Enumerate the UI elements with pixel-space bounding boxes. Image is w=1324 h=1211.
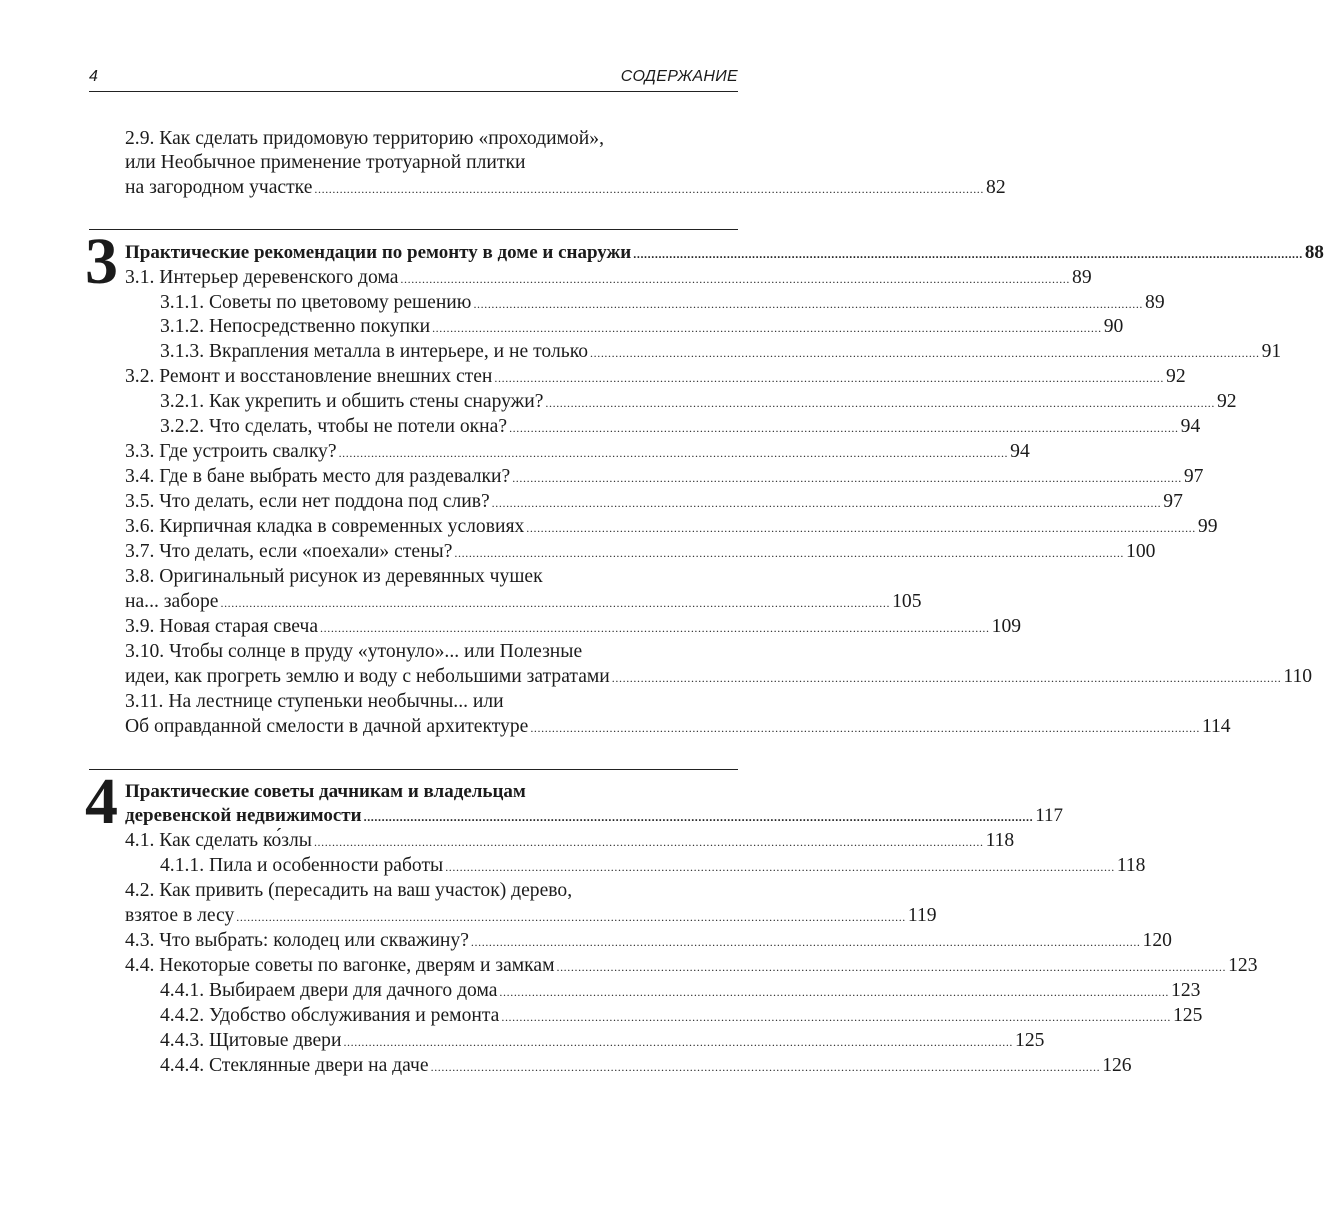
toc-page-number: 125 bbox=[1015, 1030, 1045, 1051]
toc-entry-text: 3.1.1. Советы по цветовому решению bbox=[160, 292, 472, 313]
toc-page-number: 92 bbox=[1217, 391, 1237, 412]
toc-entry-3-3[interactable] bbox=[125, 440, 1030, 464]
toc-page-number: 118 bbox=[1116, 855, 1146, 876]
toc-entry-4-2-line1: 4.2. Как привить (пересадить на ваш участок) дерево, bbox=[125, 880, 573, 901]
toc-entry-3-2-2[interactable] bbox=[160, 415, 1201, 439]
toc-page-number: 119 bbox=[907, 905, 937, 926]
toc-entry-4-4[interactable] bbox=[125, 954, 1258, 978]
toc-entry-3-1-1[interactable] bbox=[160, 291, 1165, 315]
toc-page-number: 90 bbox=[1103, 316, 1124, 337]
toc-entry-4-3[interactable] bbox=[125, 929, 1172, 953]
dot-leader: .......................................................................................................................................................................................... bbox=[526, 521, 1196, 535]
toc-entry-text: 4.4.2. Удобство обслуживания и ремонта bbox=[160, 1005, 500, 1026]
dot-leader: .......................................................................................................................................................................................... bbox=[499, 985, 1170, 999]
toc-entry-text: 3.9. Новая старая свеча bbox=[125, 616, 319, 637]
toc-page-number: 118 bbox=[985, 830, 1015, 851]
toc-entry-3-10-line1: 3.10. Чтобы солнце в пруду «утонуло»... или Полезные bbox=[125, 641, 583, 662]
toc-entry-text: на... заборе bbox=[125, 591, 219, 612]
toc-entry-3-11-line2[interactable] bbox=[125, 715, 1231, 739]
toc-entry-4-4-4[interactable] bbox=[160, 1054, 1132, 1078]
header-rule bbox=[89, 91, 738, 92]
toc-page-number: 110 bbox=[1283, 666, 1313, 687]
toc-entry-text: 3.7. Что делать, если «поехали» стены? bbox=[125, 541, 453, 562]
toc-entry-text: 4.3. Что выбрать: колодец или скважину? bbox=[125, 930, 469, 951]
toc-entry-3-9[interactable] bbox=[125, 615, 1022, 639]
toc-page-number: 126 bbox=[1102, 1055, 1132, 1076]
toc-page-number: 114 bbox=[1201, 716, 1231, 737]
chapter-4-title-line1: Практические советы дачникам и владельцам bbox=[125, 781, 526, 802]
toc-entry-4-2-line2[interactable] bbox=[125, 904, 937, 928]
toc-entry-3-8-line2[interactable] bbox=[125, 590, 922, 614]
dot-leader: .......................................................................................................................................................................................... bbox=[530, 721, 1200, 735]
toc-entry-text: 4.4.1. Выбираем двери для дачного дома bbox=[160, 980, 498, 1001]
toc-entry-3-8-line1: 3.8. Оригинальный рисунок из деревянных чушек bbox=[125, 566, 543, 587]
toc-entry-text: 3.2.2. Что сделать, чтобы не потели окна? bbox=[160, 416, 508, 437]
toc-page-number: 92 bbox=[1166, 366, 1186, 387]
toc-page-number: 97 bbox=[1163, 491, 1183, 512]
toc-entry-text: деревенской недвижимости bbox=[125, 805, 362, 826]
dot-leader: .......................................................................................................................................................................................... bbox=[556, 960, 1227, 974]
toc-page-number: 123 bbox=[1228, 955, 1258, 976]
running-header bbox=[89, 66, 738, 90]
toc-entry-2-9-line3[interactable] bbox=[125, 176, 1006, 200]
toc-page-number: 99 bbox=[1197, 516, 1218, 537]
chapter-4-number: 4 bbox=[85, 765, 118, 838]
dot-leader: .......................................................................................................................................................................................... bbox=[320, 621, 990, 635]
dot-leader: .......................................................................................................................................................................................... bbox=[430, 1060, 1101, 1074]
toc-page-number: 88 bbox=[1304, 242, 1324, 263]
dot-leader: .......................................................................................................................................................................................... bbox=[470, 935, 1141, 949]
toc-entry-text: 4.1.1. Пила и особенности работы bbox=[160, 855, 444, 876]
dot-leader: .......................................................................................................................................................................................... bbox=[363, 810, 1034, 824]
page-number: 4 bbox=[89, 68, 98, 85]
dot-leader: .......................................................................................................................................................................................... bbox=[314, 182, 985, 196]
toc-entry-text: 3.1.3. Вкрапления металла в интерьере, и не только bbox=[160, 341, 589, 362]
dot-leader: .......................................................................................................................................................................................... bbox=[400, 272, 1071, 286]
toc-entry-text: Практические рекомендации по ремонту в доме и снаружи bbox=[125, 242, 632, 263]
toc-page-number: 100 bbox=[1126, 541, 1156, 562]
dot-leader: .......................................................................................................................................................................................... bbox=[445, 860, 1115, 874]
chapter-4-rule bbox=[89, 769, 738, 770]
toc-entry-text: взятое в лесу bbox=[125, 905, 235, 926]
dot-leader: .......................................................................................................................................................................................... bbox=[338, 446, 1009, 460]
chapter-3-number: 3 bbox=[85, 225, 118, 298]
dot-leader: .......................................................................................................................................................................................... bbox=[611, 671, 1282, 685]
toc-entry-3-10-line2[interactable] bbox=[125, 665, 1313, 689]
dot-leader: .......................................................................................................................................................................................... bbox=[220, 596, 891, 610]
toc-entry-4-1-1[interactable] bbox=[160, 854, 1146, 878]
toc-entry-3-7[interactable] bbox=[125, 540, 1156, 564]
toc-page-number: 94 bbox=[1180, 416, 1201, 437]
dot-leader: .......................................................................................................................................................................................... bbox=[236, 910, 906, 924]
toc-entry-3-6[interactable] bbox=[125, 515, 1218, 539]
dot-leader: .......................................................................................................................................................................................... bbox=[509, 421, 1179, 435]
dot-leader: .......................................................................................................................................................................................... bbox=[432, 321, 1102, 335]
toc-entry-text: 3.2. Ремонт и восстановление внешних стен bbox=[125, 366, 493, 387]
toc-entry-text: 3.3. Где устроить свалку? bbox=[125, 441, 337, 462]
toc-entry-text: 4.1. Как сделать ко́злы bbox=[125, 830, 312, 851]
toc-page-number: 97 bbox=[1183, 466, 1204, 487]
toc-page-number: 94 bbox=[1010, 441, 1030, 462]
toc-entry-4-4-2[interactable] bbox=[160, 1004, 1203, 1028]
dot-leader: .......................................................................................................................................................................................... bbox=[313, 835, 984, 849]
chapter-3-title[interactable] bbox=[125, 241, 1324, 265]
dot-leader: .......................................................................................................................................................................................... bbox=[491, 496, 1162, 510]
chapter-4-title-line2[interactable] bbox=[125, 804, 1063, 828]
toc-page-number: 105 bbox=[892, 591, 922, 612]
toc-entry-text: 3.1.2. Непосредственно покупки bbox=[160, 316, 431, 337]
toc-entry-text: 3.1. Интерьер деревенского дома bbox=[125, 267, 399, 288]
toc-entry-text: Об оправданной смелости в дачной архитектуре bbox=[125, 716, 529, 737]
toc-entry-3-2-1[interactable] bbox=[160, 390, 1237, 414]
toc-entry-text: 3.2.1. Как укрепить и обшить стены снаружи? bbox=[160, 391, 544, 412]
dot-leader: .......................................................................................................................................................................................... bbox=[633, 247, 1303, 261]
toc-page-number: 125 bbox=[1172, 1005, 1203, 1026]
toc-entry-3-4[interactable] bbox=[125, 465, 1204, 489]
toc-entry-2-9-line1: 2.9. Как сделать придомовую территорию «проходимой», bbox=[125, 128, 604, 149]
toc-entry-3-11-line1: 3.11. На лестнице ступеньки необычны... или bbox=[125, 691, 504, 712]
toc-entry-4-4-1[interactable] bbox=[160, 979, 1201, 1003]
toc-entry-3-1-2[interactable] bbox=[160, 315, 1124, 339]
toc-page-number: 89 bbox=[1072, 267, 1092, 288]
toc-entry-text: 3.4. Где в бане выбрать место для раздевалки? bbox=[125, 466, 511, 487]
dot-leader: .......................................................................................................................................................................................... bbox=[512, 471, 1182, 485]
toc-entry-3-2[interactable] bbox=[125, 365, 1186, 389]
toc-page-number: 123 bbox=[1171, 980, 1201, 1001]
toc-entry-text: 4.4.3. Щитовые двери bbox=[160, 1030, 342, 1051]
toc-entry-text: 4.4.4. Стеклянные двери на даче bbox=[160, 1055, 429, 1076]
toc-entry-3-1[interactable] bbox=[125, 266, 1092, 290]
toc-page-number: 109 bbox=[991, 616, 1022, 637]
toc-entry-4-1[interactable] bbox=[125, 829, 1015, 853]
toc-page-number: 82 bbox=[986, 177, 1006, 198]
toc-page-number: 91 bbox=[1261, 341, 1282, 362]
running-title: СОДЕРЖАНИЕ bbox=[620, 68, 738, 85]
toc-page-number: 89 bbox=[1145, 292, 1165, 313]
toc-entry-3-1-3[interactable] bbox=[160, 340, 1282, 364]
dot-leader: .......................................................................................................................................................................................... bbox=[501, 1010, 1171, 1024]
toc-entry-4-4-3[interactable] bbox=[160, 1029, 1045, 1053]
toc-page-number: 117 bbox=[1035, 805, 1063, 826]
dot-leader: .......................................................................................................................................................................................... bbox=[454, 546, 1125, 560]
dot-leader: .......................................................................................................................................................................................... bbox=[590, 346, 1260, 360]
toc-entry-3-5[interactable] bbox=[125, 490, 1183, 514]
toc-entry-text: идеи, как прогреть землю и воду с небольшими затратами bbox=[125, 666, 610, 687]
toc-entry-2-9-line2: или Необычное применение тротуарной плитки bbox=[125, 152, 526, 173]
toc-entry-text: 3.5. Что делать, если нет поддона под слив? bbox=[125, 491, 490, 512]
dot-leader: .......................................................................................................................................................................................... bbox=[473, 297, 1144, 311]
dot-leader: .......................................................................................................................................................................................... bbox=[545, 396, 1215, 410]
chapter-3-rule bbox=[89, 229, 738, 230]
toc-page-number: 120 bbox=[1142, 930, 1172, 951]
dot-leader: .......................................................................................................................................................................................... bbox=[343, 1035, 1014, 1049]
toc-entry-text: на загородном участке bbox=[125, 177, 313, 198]
toc-entry-text: 4.4. Некоторые советы по вагонке, дверям и замкам bbox=[125, 955, 555, 976]
dot-leader: .......................................................................................................................................................................................... bbox=[494, 371, 1165, 385]
toc-entry-text: 3.6. Кирпичная кладка в современных условиях bbox=[125, 516, 525, 537]
